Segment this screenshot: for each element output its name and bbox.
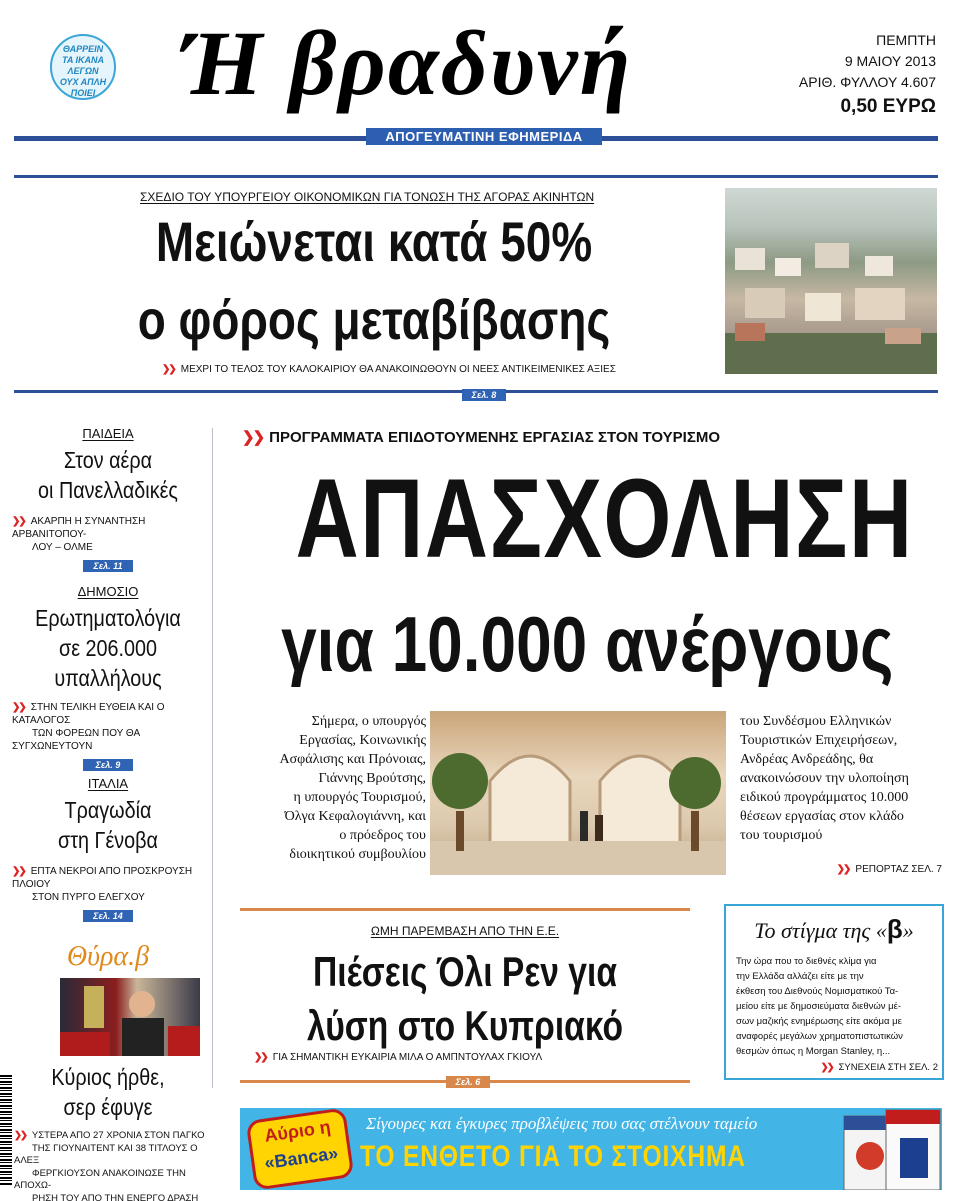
masthead: [0, 0, 960, 150]
top-story-page-ref: Σελ. 8: [462, 389, 506, 401]
hotel-lobby-photo-icon: [430, 711, 726, 875]
sidebar-page-ref: Σελ. 11: [83, 560, 133, 572]
masthead-subtitle: ΑΠΟΓΕΥΜΑΤΙΝΗ ΕΦΗΜΕΡΙΔΑ: [366, 128, 602, 145]
thyra-section: [12, 940, 205, 1201]
issue-day: ΠΕΜΠΤΗ: [876, 32, 936, 48]
rehn-headline-2: λύση στο Κυπριακό: [307, 1002, 623, 1049]
top-story: [14, 180, 714, 390]
sidebar-headline: υπαλλήλους: [54, 665, 162, 691]
stigma-title: Το στίγμα της «β»: [754, 914, 914, 944]
main-story-report-ref: ❯❯ ΡΕΠΟΡΤΑΖ ΣΕΛ. 7: [836, 864, 942, 875]
sidebar-sub: ❯❯ ΣΤΗΝ ΤΕΛΙΚΗ ΕΥΘΕΙΑ ΚΑΙ Ο ΚΑΤΑΛΟΓΟΣ ΤΩΝ ΦΟΡΕΩΝ ΠΟΥ ΘΑ ΣΥΓΧΩΝΕΥΤΟΥΝ: [12, 702, 165, 752]
sidebar-section-label: ΠΑΙΔΕΙΑ: [82, 426, 134, 441]
top-story-photo: [725, 188, 937, 374]
main-story-kicker: ❯❯ ΠΡΟΓΡΑΜΜΑΤΑ ΕΠΙΔΟΤΟΥΜΕΝΗΣ ΕΡΓΑΣΙΑΣ ΣΤΟΝ ΤΟΥΡΙΣΜΟ: [242, 429, 720, 446]
main-story-photo: [430, 711, 726, 875]
arrow-icon: ❯❯: [254, 1052, 267, 1063]
sidebar-item: [12, 776, 204, 926]
rehn-kicker: ΩΜΗ ΠΑΡΕΜΒΑΣΗ ΑΠΟ ΤΗΝ Ε.Ε.: [370, 924, 560, 938]
barcode: [0, 1075, 12, 1185]
sidebar-headline: Στον αέρα: [63, 447, 153, 473]
sidebar-headline: σε 206.000: [58, 635, 158, 661]
sidebar-sub: ❯❯ ΕΠΤΑ ΝΕΚΡΟΙ ΑΠΟ ΠΡΟΣΚΡΟΥΣΗ ΠΛΟΙΟΥ ΣΤΟΝ ΠΥΡΓΟ ΕΛΕΓΧΟΥ: [12, 866, 193, 903]
top-story-rule-top: [14, 175, 938, 178]
arrow-icon: ❯❯: [836, 864, 850, 875]
rehn-sub: ❯❯ ΓΙΑ ΣΗΜΑΝΤΙΚΗ ΕΥΚΑΙΡΙΑ ΜΙΛΑ Ο ΑΜΠΝΤΟΥΛΑΧ ΓΚΙΟΥΛ: [254, 1052, 543, 1063]
arrow-icon: ❯❯: [820, 1062, 833, 1073]
issue-info: [770, 30, 936, 121]
main-story-left-text: Σήμερα, ο υπουργός Εργασίας, Κοινωνικής Ασφάλισης και Πρόνοιας, Γιάννης Βρούτσης, η υπουργός Τουρισμού, Όλγα Κεφαλογιάννη, και ο πρόεδρος του διοικητικού συμβουλίου: [279, 714, 426, 862]
top-story-kicker: ΣΧΕΔΙΟ ΤΟΥ ΥΠΟΥΡΓΕΙΟΥ ΟΙΚΟΝΟΜΙΚΩΝ ΓΙΑ ΤΟΝΩΣΗ ΤΗΣ ΑΓΟΡΑΣ ΑΚΙΝΗΤΩΝ: [140, 190, 595, 204]
arrow-icon: ❯❯: [12, 866, 25, 877]
arrow-icon: ❯❯: [14, 1130, 26, 1141]
ferguson-photo-icon: [60, 978, 200, 1056]
arrow-icon: ❯❯: [162, 364, 175, 375]
top-story-headline-1: Μειώνεται κατά 50%: [155, 210, 593, 273]
masthead-rule-left: [14, 136, 366, 141]
magazine-cover-icon: [840, 1108, 942, 1190]
banner-magazine-covers: [840, 1108, 942, 1190]
arrow-icon: ❯❯: [242, 429, 264, 446]
stigma-continue: ❯❯ ΣΥΝΕΧΕΙΑ ΣΤΗ ΣΕΛ. 2: [820, 1062, 938, 1073]
sidebar-item: [12, 426, 204, 571]
thyra-label: Θύρα.β: [66, 941, 150, 972]
main-story-right-text: του Συνδέσμου Ελληνικών Τουριστικών Επιχειρήσεων, Ανδρέας Ανδρεάδης, θα ανακοινώσουν την υλοποίηση ειδικού προγράμματος 10.000 θέσεων εργασίας στον κλάδο του τουρισμού: [740, 714, 909, 843]
thyra-photo: [60, 978, 200, 1056]
sidebar: [12, 420, 204, 940]
rehn-headline-1: Πιέσεις Όλι Ρεν για: [313, 948, 617, 995]
sidebar-section-label: ΔΗΜΟΣΙΟ: [77, 584, 139, 599]
seal-logo: [50, 34, 116, 100]
arrow-icon: ❯❯: [12, 516, 25, 527]
masthead-rule-right: [602, 136, 938, 141]
main-story: [216, 420, 940, 890]
issue-price: 0,50 ΕΥΡΩ: [840, 96, 936, 117]
column-divider: [212, 428, 213, 1088]
masthead-title: Ή βραδυνή: [180, 12, 633, 114]
seal-text: ΘΑΡΡΕΙΝ ΤΑ ΙΚΑΝΑ ΛΕΓΩΝ ΟΥΧ ΑΠΛΗ ΠΟΙΕΙ: [59, 44, 107, 98]
sidebar-headline: στη Γένοβα: [58, 827, 158, 853]
main-story-headline-1: ΑΠΑΣΧΟΛΗΣΗ: [295, 456, 914, 581]
banner-tagline: Σίγουρες και έγκυρες προβλέψεις που σας στέλνουν ταμείο: [366, 1114, 758, 1133]
stoixima-banner: [240, 1108, 942, 1190]
issue-date: 9 ΜΑΙΟΥ 2013: [844, 53, 936, 69]
thyra-sub: ❯❯ ΥΣΤΕΡΑ ΑΠΟ 27 ΧΡΟΝΙΑ ΣΤΟΝ ΠΑΓΚΟ ΤΗΣ ΓΙΟΥΝΑΙΤΕΝΤ ΚΑΙ 38 ΤΙΤΛΟΥΣ Ο ΑΛΕΞ ΦΕΡΓΚΙΟΥΣΟΝ ΑΝΑΚΟΙΝΩΣΕ ΤΗΝ ΑΠΟΧΩ- ΡΗΣΗ ΤΟΥ ΑΠΟ ΤΗΝ ΕΝΕΡΓΟ ΔΡΑΣΗ: [14, 1130, 205, 1201]
main-story-headline-2: για 10.000 ανέργους: [281, 600, 894, 688]
sidebar-item: [12, 584, 204, 770]
sidebar-page-ref: Σελ. 9: [83, 759, 133, 771]
sidebar-headline: Τραγωδία: [64, 797, 152, 823]
sidebar-headline: οι Πανελλαδικές: [38, 477, 178, 503]
thyra-headline-1: Κύριος ήρθε,: [51, 1064, 165, 1090]
issue-number: ΑΡΙΘ. ΦΥΛΛΟΥ 4.607: [798, 74, 936, 90]
banner-headline: ΤΟ ΕΝΘΕΤΟ ΓΙΑ ΤΟ ΣΤΟΙΧΗΜΑ: [360, 1140, 746, 1173]
arrow-icon: ❯❯: [12, 702, 25, 713]
sidebar-page-ref: Σελ. 14: [83, 910, 133, 922]
rehn-rule-top: [240, 908, 690, 911]
rehn-story: [240, 912, 690, 1082]
sidebar-section-label: ΙΤΑΛΙΑ: [87, 776, 129, 791]
banner-badge: Αύριο η «Banca»: [246, 1108, 355, 1190]
sidebar-sub: ❯❯ ΑΚΑΡΠΗ Η ΣΥΝΑΝΤΗΣΗ ΑΡΒΑΝΙΤΟΠΟΥ- ΛΟΥ – ΟΛΜΕ: [12, 516, 146, 553]
top-story-sub-text: ΜΕΧΡΙ ΤΟ ΤΕΛΟΣ ΤΟΥ ΚΑΛΟΚΑΙΡΙΟΥ ΘΑ ΑΝΑΚΟΙΝΩΘΟΥΝ ΟΙ ΝΕΕΣ ΑΝΤΙΚΕΙΜΕΝΙΚΕΣ ΑΞΙΕΣ: [180, 364, 616, 375]
sidebar-headline: Ερωτηματολόγια: [35, 605, 181, 631]
city-photo-icon: [725, 188, 937, 374]
rehn-page-ref: Σελ. 6: [446, 1076, 490, 1088]
stigma-box: [724, 904, 944, 1080]
stigma-text: Την ώρα που το διεθνές κλίμα για την Ελλάδα αλλάζει είτε με την έκθεση του Διεθνούς Νομισματικού Τα- μείου είτε με δημοσιεύματα διεθνών μέ- σων μαζικής ενημέρωσης είτε ακόμα με αναφορές μεγάλων χρηματοπιστωτικών θεσμών όπως η Morgan Stanley, η...: [736, 956, 903, 1057]
top-story-headline-2: ο φόρος μεταβίβασης: [137, 288, 611, 351]
top-story-sub: [162, 364, 642, 375]
thyra-headline-2: σερ έφυγε: [63, 1094, 153, 1120]
